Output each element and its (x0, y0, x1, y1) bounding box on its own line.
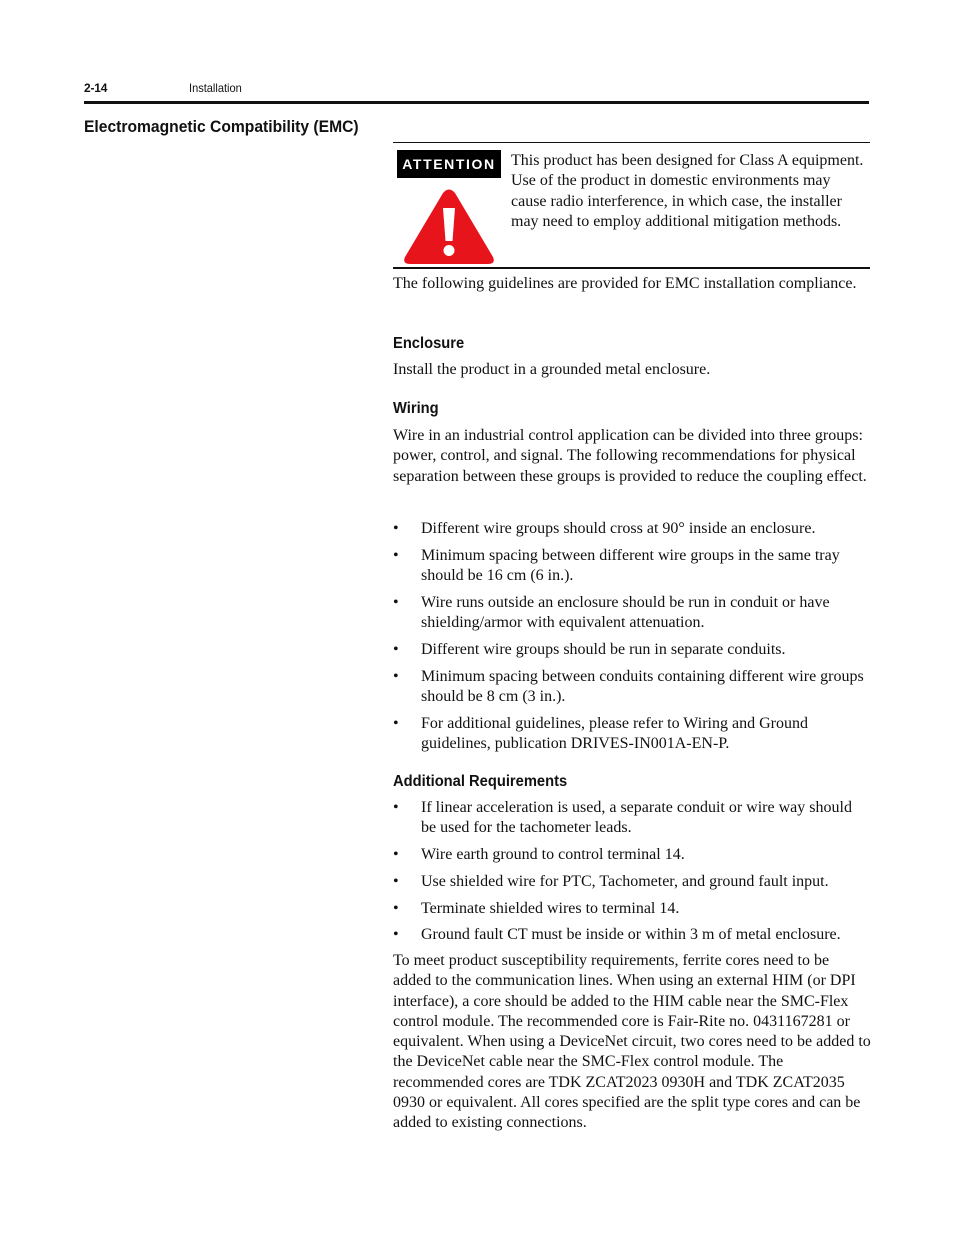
intro-paragraph: The following guidelines are provided for EMC installation compliance. (393, 275, 857, 292)
list-item: • Minimum spacing between conduits containing different wire groups should be 8 cm (3 in.). (393, 667, 871, 708)
list-item: • Different wire groups should cross at 90° inside an enclosure. (393, 519, 871, 539)
section-title: Electromagnetic Compatibility (EMC) (84, 117, 359, 136)
attention-badge: ATTENTION (397, 150, 501, 178)
additional-requirements-heading: Additional Requirements (393, 773, 568, 790)
wiring-bullet-list (393, 519, 871, 761)
list-item: • Terminate shielded wires to terminal 14. (393, 899, 871, 919)
list-item: • For additional guidelines, please refer to Wiring and Ground guidelines, publication DRIVES-IN001A-EN-P. (393, 714, 871, 755)
header-rule (84, 101, 869, 104)
list-item: • Wire earth ground to control terminal 14. (393, 845, 871, 865)
list-item: • Different wire groups should be run in separate conduits. (393, 640, 871, 660)
attention-box (393, 142, 870, 269)
list-item: • If linear acceleration is used, a separate conduit or wire way should be used for the tachometer leads. (393, 798, 871, 839)
list-item: • Use shielded wire for PTC, Tachometer, and ground fault input. (393, 872, 871, 892)
wiring-heading: Wiring (393, 400, 439, 417)
list-item: • Ground fault CT must be inside or within 3 m of metal enclosure. (393, 925, 871, 945)
list-item: • Minimum spacing between different wire groups in the same tray should be 16 cm (6 in.). (393, 546, 871, 587)
closing-paragraph: To meet product susceptibility requirements, ferrite cores need to be added to the communication lines. When using an external HIM (or DPI interface), a core should be added to the HIM cable near the SMC-Flex control module. The recommended core is Fair-Rite no. 0431167281 or equivalent. When using a DeviceNet circuit, two cores need to be added to the DeviceNet cable near the SMC-Flex control module. The recommended cores are TDK ZCAT2023 0930H and TDK ZCAT2035 0930 or equivalent. All cores specified are the split type cores and can be added to existing connections. (393, 952, 871, 1132)
additional-bullet-list (393, 798, 871, 952)
list-item: • Wire runs outside an enclosure should be run in conduit or have shielding/armor with equivalent attenuation. (393, 593, 871, 634)
attention-text: This product has been designed for Class A equipment. Use of the product in domestic environments may cause radio interference, in which case, the installer may need to employ additional mitigation methods. (511, 152, 864, 230)
warning-triangle-icon (403, 189, 495, 265)
enclosure-heading: Enclosure (393, 335, 465, 352)
page-number: 2-14 (84, 81, 108, 95)
enclosure-text: Install the product in a grounded metal enclosure. (393, 361, 711, 378)
warning-exclamation-dot (444, 245, 455, 256)
running-head: Installation (189, 81, 242, 95)
wiring-text: Wire in an industrial control application can be divided into three groups: power, control, and signal. The following recommendations for physical separation between these groups is provided to reduce the coupling effect. (393, 427, 867, 485)
